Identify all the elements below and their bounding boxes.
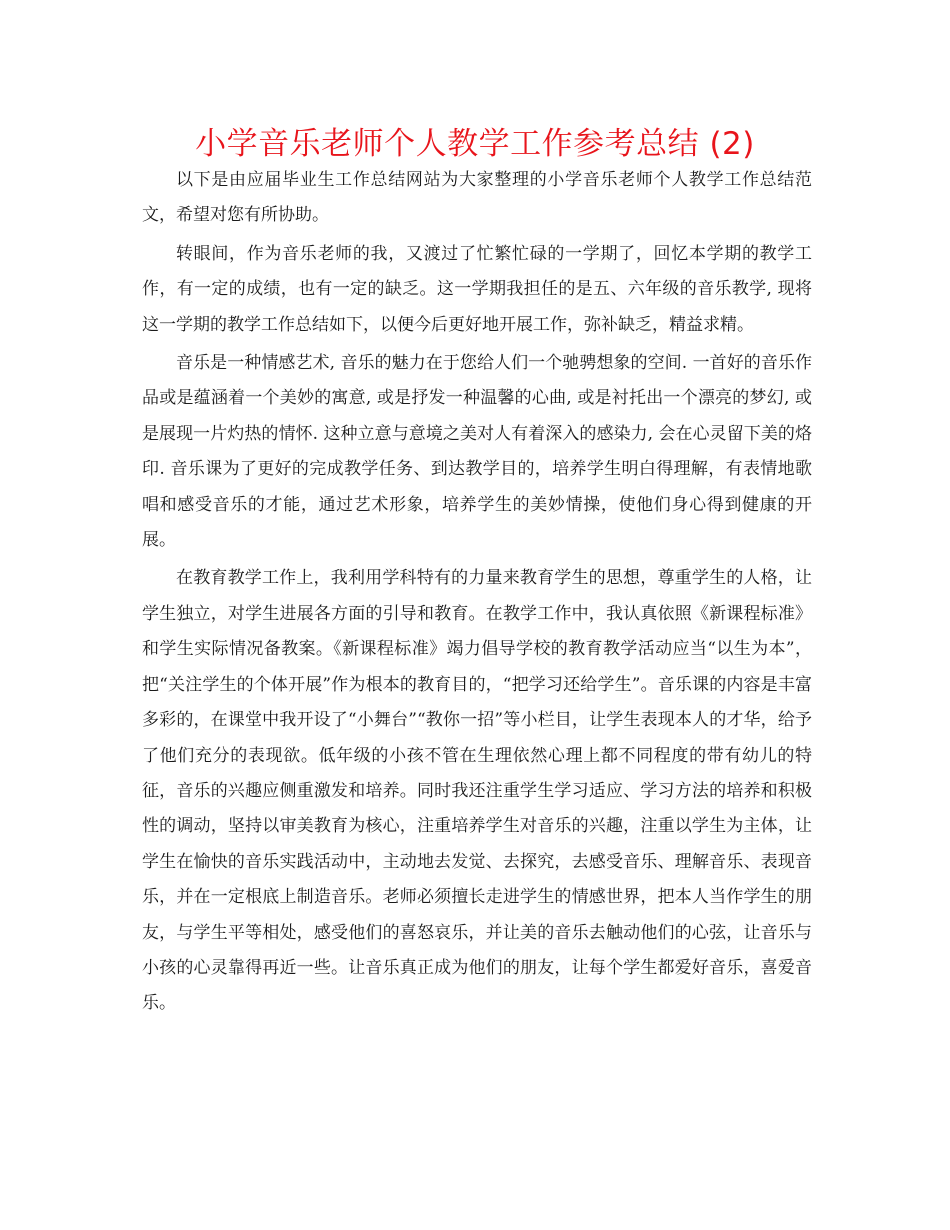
paragraph-semester-review: 转眼间，作为音乐老师的我，又渡过了忙繁忙碌的一学期了，回忆本学期的教学工作，有一定的成绩，也有一定的缺乏。这一学期我担任的是五、六年级的音乐教学, 现将这一学期的教学工作总结如下，以便今后更好地开展工作，弥补缺乏，精益求精。: [142, 243, 812, 335]
paragraph-intro: 以下是由应届毕业生工作总结网站为大家整理的小学音乐老师个人教学工作总结范文，希望对您有所协助。: [142, 170, 812, 226]
paragraph-music-art: 音乐是一种情感艺术, 音乐的魅力在于您给人们一个驰骋想象的空间. 一首好的音乐作品或是蕴涵着一个美妙的寓意, 或是抒发一种温馨的心曲, 或是衬托出一个漂亮的梦幻, 或是展现一片灼热的情怀. 这种立意与意境之美对人有着深入的感染力, 会在心灵留下美的烙印. 音乐课为了更好的完成教学任务、到达教学目的，培养学生明白得理解，有表情地歌唱和感受音乐的才能，通过艺术形象，培养学生的美妙情操，使他们身心得到健康的开展。: [142, 353, 812, 551]
paragraph-teaching-work: 在教育教学工作上，我利用学科特有的力量来教育学生的思想，尊重学生的人格，让学生独立，对学生进展各方面的引导和教育。在教学工作中，我认真依照《新课程标准》和学生实际情况备教案。《新课程标准》竭力倡导学校的教育教学活动应当“以生为本”，把“关注学生的个体开展”作为根本的教育目的，“把学习还给学生”。音乐课的内容是丰富多彩的，在课堂中我开设了“小舞台”“教你一招”等小栏目，让学生表现本人的才华，给予了他们充分的表现欲。低年级的小孩不管在生理依然心理上都不同程度的带有幼儿的特征，音乐的兴趣应侧重激发和培养。同时我还注重学生学习适应、学习方法的培养和积极性的调动，坚持以审美教育为核心，注重培养学生对音乐的兴趣，注重以学生为主体，让学生在愉快的音乐实践活动中，主动地去发觉、去探究，去感受音乐、理解音乐、表现音乐，并在一定根底上制造音乐。老师必须擅长走进学生的情感世界，把本人当作学生的朋友，与学生平等相处，感受他们的喜怒哀乐，并让美的音乐去触动他们的心弦，让音乐与小孩的心灵靠得再近一些。让音乐真正成为他们的朋友，让每个学生都爱好音乐，喜爱音乐。: [142, 568, 812, 1014]
document-title: 小学音乐老师个人教学工作参考总结 (2): [195, 126, 755, 162]
document-body: [142, 163, 812, 1025]
